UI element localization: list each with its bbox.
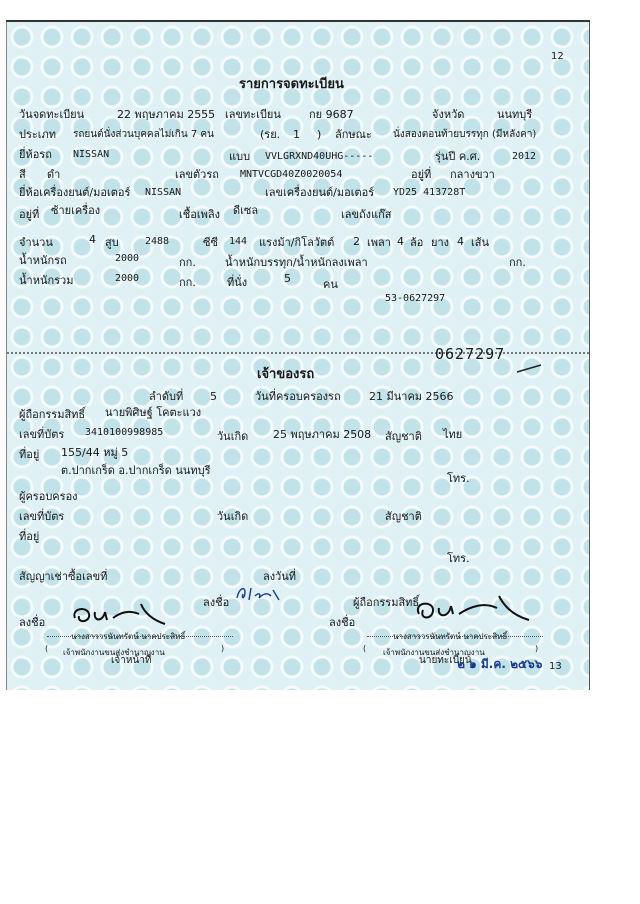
fuel-label: เชื้อเพลิง [179, 208, 220, 221]
weight-value: 2000 [115, 253, 140, 264]
tel-label: โทร. [447, 472, 470, 485]
color-label: สี [19, 168, 26, 181]
officer-position-left: เจ้าพนักงานขนส่งชำนาญงาน [63, 648, 165, 657]
load-unit: กก. [509, 256, 526, 269]
possession-date-label: วันที่ครอบครองรถ [255, 390, 341, 403]
characteristic-label: ลักษณะ [335, 128, 372, 141]
stamp-date: ๒ ๑ มี.ค. ๒๕๖๖ [457, 657, 543, 671]
engine-brand-value: NISSAN [145, 187, 182, 198]
engine-number-value: YD25 413728T [393, 187, 466, 198]
possessor-label: ผู้ครอบครอง [19, 490, 78, 503]
axle-value: 2 [353, 235, 360, 248]
tire-unit: เส้น [471, 236, 489, 249]
chassis-label: เลขตัวรถ [175, 168, 219, 181]
wheel-label: ล้อ [410, 236, 424, 249]
holder-value: นายพิศิษฐ์ โคตะแวง [105, 406, 202, 419]
cylinder-unit: สูบ [105, 236, 119, 249]
vehicle-type-value: รถยนต์นั่งส่วนบุคคลไม่เกิน 7 คน [73, 129, 214, 140]
id-card-label: เลขที่บัตร [19, 428, 65, 441]
address-line1: 155/44 หมู่ 5 [61, 446, 129, 459]
possessor-tel-label: โทร. [447, 552, 470, 565]
characteristic-value: นั่งสองตอนท้ายบรรทุก (มีหลังคา) [393, 129, 537, 140]
possessor-nationality-label: สัญชาติ [385, 510, 422, 523]
possessor-dob-label: วันเกิด [217, 510, 249, 523]
seat-label: ที่นั่ง [227, 276, 248, 289]
chassis-location-label: อยู่ที่ [411, 168, 432, 181]
chassis-location-value: กลางขวา [450, 168, 495, 181]
cc-value: 2488 [145, 236, 170, 247]
officer-bracket-left-close: ) [221, 644, 225, 653]
officer-name-left: นางสาววรนันทรัตน์ นาคประสิทธิ์ [71, 632, 186, 641]
lease-contract-label: สัญญาเช่าซื้อเลขที่ [19, 570, 108, 583]
officer-bracket-left-open: ( [45, 644, 49, 653]
weight-unit: กก. [179, 256, 196, 269]
dob-label: วันเกิด [217, 430, 249, 443]
gross-weight-unit: กก. [179, 276, 196, 289]
model-value: VVLGRXND40UHG----- [265, 151, 374, 162]
reg-number-label: เลขทะเบียน [225, 108, 281, 121]
cc-label: ซีซี [203, 236, 218, 249]
dob-value: 25 พฤษภาคม 2508 [273, 428, 372, 441]
registration-title: รายการจดทะเบียน [239, 77, 344, 92]
sequence-label: ลำดับที่ [149, 390, 184, 403]
chassis-value: MNTVCGD40Z0020054 [240, 169, 343, 180]
possessor-id-label: เลขที่บัตร [19, 510, 65, 523]
officer-sign-label-right: ลงชื่อ [329, 616, 356, 629]
officer-sign-label-left: ลงชื่อ [19, 616, 46, 629]
address-line2: ต.ปากเกร็ด อ.ปากเกร็ด นนทบุรี [61, 464, 211, 477]
horsepower-value: 144 [229, 236, 248, 247]
vehicle-type-label: ประเภท [19, 128, 57, 141]
serial-lower: 0627297 [435, 345, 506, 363]
province-label: จังหวัด [432, 108, 465, 121]
serial-upper: 53-0627297 [385, 293, 446, 304]
id-card-value: 3410100998985 [85, 427, 164, 438]
officer-position-right: เจ้าพนักงานขนส่งชำนาญงาน [383, 648, 485, 657]
reg-number-value: กย 9687 [309, 108, 354, 121]
engine-location-value: ซ้ายเครื่อง [51, 204, 101, 217]
tire-label: ยาง [431, 236, 449, 249]
engine-number-label: เลขเครื่องยนต์/มอเตอร์ [265, 186, 375, 199]
rs-label: (รย. [260, 128, 281, 141]
owner-title: เจ้าของรถ [257, 367, 315, 382]
tear-mark [515, 362, 543, 376]
gross-weight-value: 2000 [115, 273, 140, 284]
officer-bracket-right-close: ) [535, 644, 539, 653]
holder-sign-label: ผู้ถือกรรมสิทธิ์ [353, 596, 420, 609]
possession-date-value: 21 มีนาคม 2566 [369, 390, 454, 403]
reg-date-label: วันจดทะเบียน [19, 108, 85, 121]
fuel-value: ดีเซล [233, 204, 259, 217]
officer-role-left: เจ้าหน้าที่ [111, 655, 152, 666]
officer-signature-right [411, 592, 531, 626]
cylinder-label: จำนวน [19, 236, 53, 249]
cylinder-value: 4 [89, 233, 96, 246]
rs-value: 1 [293, 128, 300, 141]
officer-role-right: นายทะเบียน [419, 655, 472, 666]
model-label: แบบ [229, 150, 251, 163]
registration-document [6, 22, 590, 690]
seat-value: 5 [284, 272, 291, 285]
officer-sign-line-right [367, 636, 543, 637]
sequence-value: 5 [210, 390, 217, 403]
model-year-label: รุ่นปี ค.ศ. [435, 150, 481, 163]
possessor-address-label: ที่อยู่ [19, 530, 40, 543]
nationality-value: ไทย [443, 428, 463, 441]
holder-sign-prefix: ลงชื่อ [203, 596, 230, 609]
wheel-value: 4 [397, 235, 404, 248]
engine-brand-label: ยี่ห้อเครื่องยนต์/มอเตอร์ [19, 186, 131, 199]
holder-signature [233, 582, 285, 604]
officer-name-right: นางสาววรนันทรัตน์ นาคประสิทธิ์ [393, 632, 508, 641]
page-number-bottom: 13 [549, 661, 562, 672]
seat-unit: คน [323, 278, 338, 291]
color-value: ดำ [47, 168, 61, 181]
page-number-top: 12 [551, 51, 564, 62]
tire-value: 4 [457, 235, 464, 248]
officer-sign-line-left [47, 636, 233, 637]
address-label: ที่อยู่ [19, 448, 40, 461]
reg-date-value: 22 พฤษภาคม 2555 [117, 108, 216, 121]
engine-location-label: อยู่ที่ [19, 208, 40, 221]
rs-close: ) [317, 128, 322, 141]
lease-date-label: ลงวันที่ [263, 570, 297, 583]
load-label: น้ำหนักบรรทุก/น้ำหนักลงเพลา [225, 256, 368, 269]
officer-bracket-right-open: ( [363, 644, 367, 653]
horsepower-label: แรงม้า/กิโลวัตต์ [259, 236, 335, 249]
weight-label: น้ำหนักรถ [19, 254, 67, 267]
nationality-label: สัญชาติ [385, 430, 422, 443]
officer-signature-left [69, 600, 169, 630]
gas-tank-label: เลขถังแก๊ส [341, 208, 392, 221]
holder-label: ผู้ถือกรรมสิทธิ์ [19, 408, 86, 421]
province-value: นนทบุรี [497, 108, 533, 121]
brand-value: NISSAN [73, 149, 110, 160]
gross-weight-label: น้ำหนักรวม [19, 274, 74, 287]
axle-label: เพลา [367, 236, 391, 249]
model-year-value: 2012 [512, 151, 537, 162]
brand-label: ยี่ห้อรถ [19, 148, 52, 161]
